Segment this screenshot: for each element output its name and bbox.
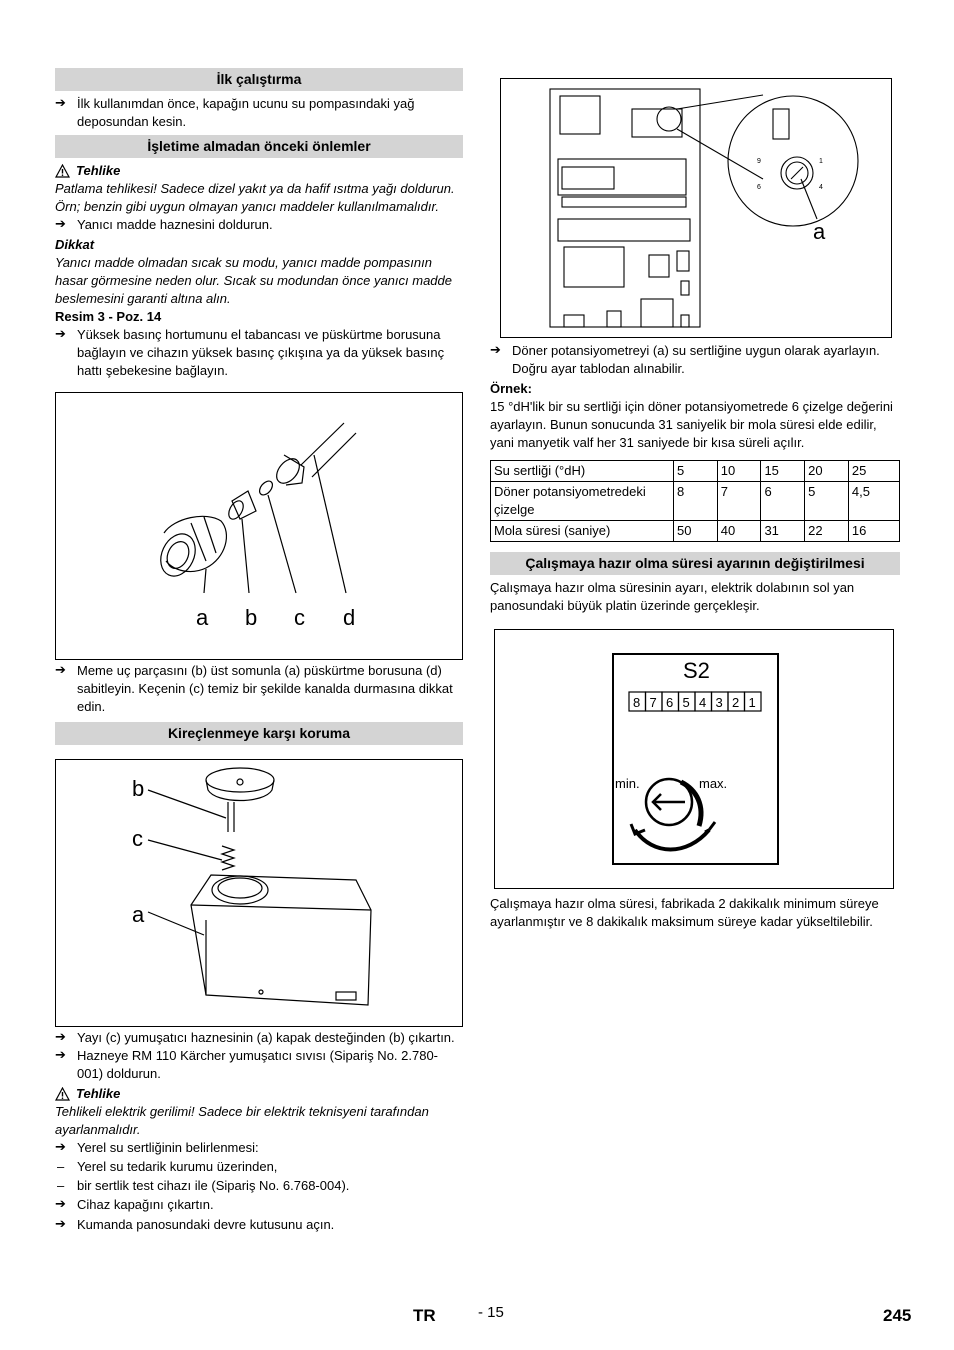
- label-a: a: [196, 605, 209, 630]
- warning-triangle-icon: [55, 1087, 70, 1101]
- dial-mark-4: 4: [819, 184, 823, 191]
- footer-section-page: - 15: [478, 1304, 504, 1321]
- instruction-cut-cap: ➔ İlk kullanımdan önce, kapağın ucunu su pompasındaki yağ deposundan kesin.: [55, 95, 463, 131]
- section-heading-first-start: İlk çalıştırma: [55, 68, 463, 91]
- footer-language: TR: [413, 1306, 436, 1325]
- dip-switch-digit: 4: [699, 695, 707, 710]
- label-b: b: [245, 605, 258, 630]
- table-cell: Su sertliği (°dH): [491, 461, 674, 482]
- figure-softener-tank: [55, 759, 463, 1027]
- instruction-remove-spring: ➔ Yayı (c) yumuşatıcı haznesinin (a) kapak desteğinden (b) çıkartın.: [55, 1029, 463, 1047]
- table-cell: 6: [761, 482, 805, 521]
- danger-text-2: Tehlikeli elektrik gerilimi! Sadece bir elektrik teknisyeni tarafından ayarlanmalıdır.: [55, 1104, 429, 1137]
- left-column: [55, 68, 463, 1234]
- instruction-set-potentiometer: ➔ Döner potansiyometreyi (a) su sertliğine uygun olarak ayarlayın. Doğru ayar tablodan alınabilir.: [490, 342, 900, 378]
- dip-switch-digit: 3: [715, 695, 723, 710]
- table-cell: 10: [717, 461, 761, 482]
- example-text: 15 °dH'lik bir su sertliği için döner potansiyometrede 6 çizelge değerini ayarlayın. Bunun sonucunda 31 saniyelik bir mola süresi elde edilir, yani manyetik valf her 31 saniyede bir kısa süreli açılır.: [490, 399, 893, 450]
- instruction-remove-cover: ➔ Cihaz kapağını çıkartın.: [55, 1196, 463, 1214]
- dip-switch-digit: 6: [666, 695, 674, 710]
- table-cell: Döner potansiyometredeki çizelge: [491, 482, 674, 521]
- figure-s2-switch: [494, 629, 894, 889]
- table-cell: 7: [717, 482, 761, 521]
- danger-label: Tehlike: [76, 163, 121, 178]
- min-label: min.: [615, 776, 640, 791]
- nozzle-illustration: [56, 393, 462, 659]
- caution-text: Yanıcı madde olmadan sıcak su modu, yanıcı madde pompasının hasar görmesine neden olur. Sıcak su modundan önce yanıcı madde beslemesini garanti altına alın.: [55, 255, 452, 306]
- dial-mark-9: 9: [757, 158, 761, 165]
- label-a: a: [132, 902, 145, 927]
- label-d: d: [343, 605, 356, 630]
- table-cell: 22: [805, 521, 849, 542]
- figure-nozzle-assembly: [55, 392, 463, 660]
- table-row: [491, 482, 900, 521]
- danger-notice-2: [55, 1085, 463, 1103]
- dip-switch-digit: 5: [682, 695, 690, 710]
- footer-page-number: 245: [883, 1306, 912, 1325]
- table-cell: 4,5: [848, 482, 899, 521]
- right-column: [490, 78, 900, 931]
- standby-range-text: Çalışmaya hazır olma süresi, fabrikada 2 dakikalık minimum süreye ayarlanmıştır ve 8 dakikalık maksimum süreye kadar yükseltilebilir.: [490, 896, 879, 929]
- example-label: Örnek:: [490, 381, 532, 396]
- label-c: c: [294, 605, 305, 630]
- dip-switch-row: [629, 692, 761, 711]
- table-row: [491, 521, 900, 542]
- max-label: max.: [699, 776, 728, 791]
- figure-reference: Resim 3 - Poz. 14: [55, 309, 162, 324]
- table-cell: 15: [761, 461, 805, 482]
- label-a: a: [813, 219, 826, 244]
- section-heading-descaling: Kireçlenmeye karşı koruma: [55, 722, 463, 745]
- instruction-connect-hose: ➔ Yüksek basınç hortumunu el tabancası ve püskürtme borusuna bağlayın ve cihazın yüksek basınç çıkışına ya da yüksek basınç hattı şebekesine bağlayın.: [55, 326, 463, 380]
- instruction-fill-softener: ➔ Hazneye RM 110 Kärcher yumuşatıcı sıvısı (Sipariş No. 2.780-001) doldurun.: [55, 1047, 463, 1083]
- figure-circuit-board: [500, 78, 892, 338]
- standby-location-text: Çalışmaya hazır olma süresinin ayarı, elektrik dolabının sol yan panosundaki büyük platin üzerinde gerçekleşir.: [490, 580, 855, 613]
- danger-label: Tehlike: [76, 1086, 121, 1101]
- dash-item-test-device: – bir sertlik test cihazı ile (Sipariş No. 6.768-004).: [55, 1177, 463, 1195]
- table-cell: 20: [805, 461, 849, 482]
- softener-illustration: [56, 760, 462, 1026]
- instruction-fill-fuel: ➔ Yanıcı madde haznesini doldurun.: [55, 216, 463, 234]
- danger-notice-1: [55, 162, 463, 180]
- label-b: b: [132, 776, 145, 801]
- instruction-determine-hardness: ➔ Yerel su sertliğinin belirlenmesi:: [55, 1139, 463, 1157]
- label-c: c: [132, 826, 143, 851]
- table-cell: 40: [717, 521, 761, 542]
- circuit-board-illustration: [501, 79, 891, 337]
- table-cell: 50: [674, 521, 718, 542]
- table-cell: 5: [805, 482, 849, 521]
- table-cell: 31: [761, 521, 805, 542]
- dial-mark-6: 6: [757, 184, 761, 191]
- dash-item-water-utility: – Yerel su tedarik kurumu üzerinden,: [55, 1158, 463, 1176]
- instruction-fix-nozzle: ➔ Meme uç parçasını (b) üst somunla (a) püskürtme borusuna (d) sabitleyin. Keçenin (c) temiz bir şekilde kanalda durmasına dikkat edin.: [55, 662, 463, 716]
- danger-text-1: Patlama tehlikesi! Sadece dizel yakıt ya da hafif ısıtma yağı doldurun. Örn; benzin gibi uygun olmayan yanıcı maddeler kullanılmamalıdır.: [55, 181, 455, 214]
- table-row: [491, 461, 900, 482]
- table-cell: 25: [848, 461, 899, 482]
- s2-switch-illustration: [495, 630, 893, 888]
- table-cell: 16: [848, 521, 899, 542]
- dial-mark-1: 1: [819, 158, 823, 165]
- dip-switch-digit: 1: [748, 695, 756, 710]
- table-cell: 8: [674, 482, 718, 521]
- warning-triangle-icon: [55, 164, 70, 178]
- dip-switch-digit: 8: [633, 695, 641, 710]
- caution-label: Dikkat: [55, 237, 95, 252]
- instruction-open-box: ➔ Kumanda panosundaki devre kutusunu açın.: [55, 1216, 463, 1234]
- dip-switch-digit: 2: [732, 695, 740, 710]
- table-cell: Mola süresi (saniye): [491, 521, 674, 542]
- section-heading-precautions: İşletime almadan önceki önlemler: [55, 135, 463, 158]
- dip-switch-digit: 7: [649, 695, 657, 710]
- switch-title: S2: [683, 658, 710, 683]
- table-cell: 5: [674, 461, 718, 482]
- hardness-table: [490, 460, 900, 542]
- section-heading-standby-time: Çalışmaya hazır olma süresi ayarının değiştirilmesi: [490, 552, 900, 575]
